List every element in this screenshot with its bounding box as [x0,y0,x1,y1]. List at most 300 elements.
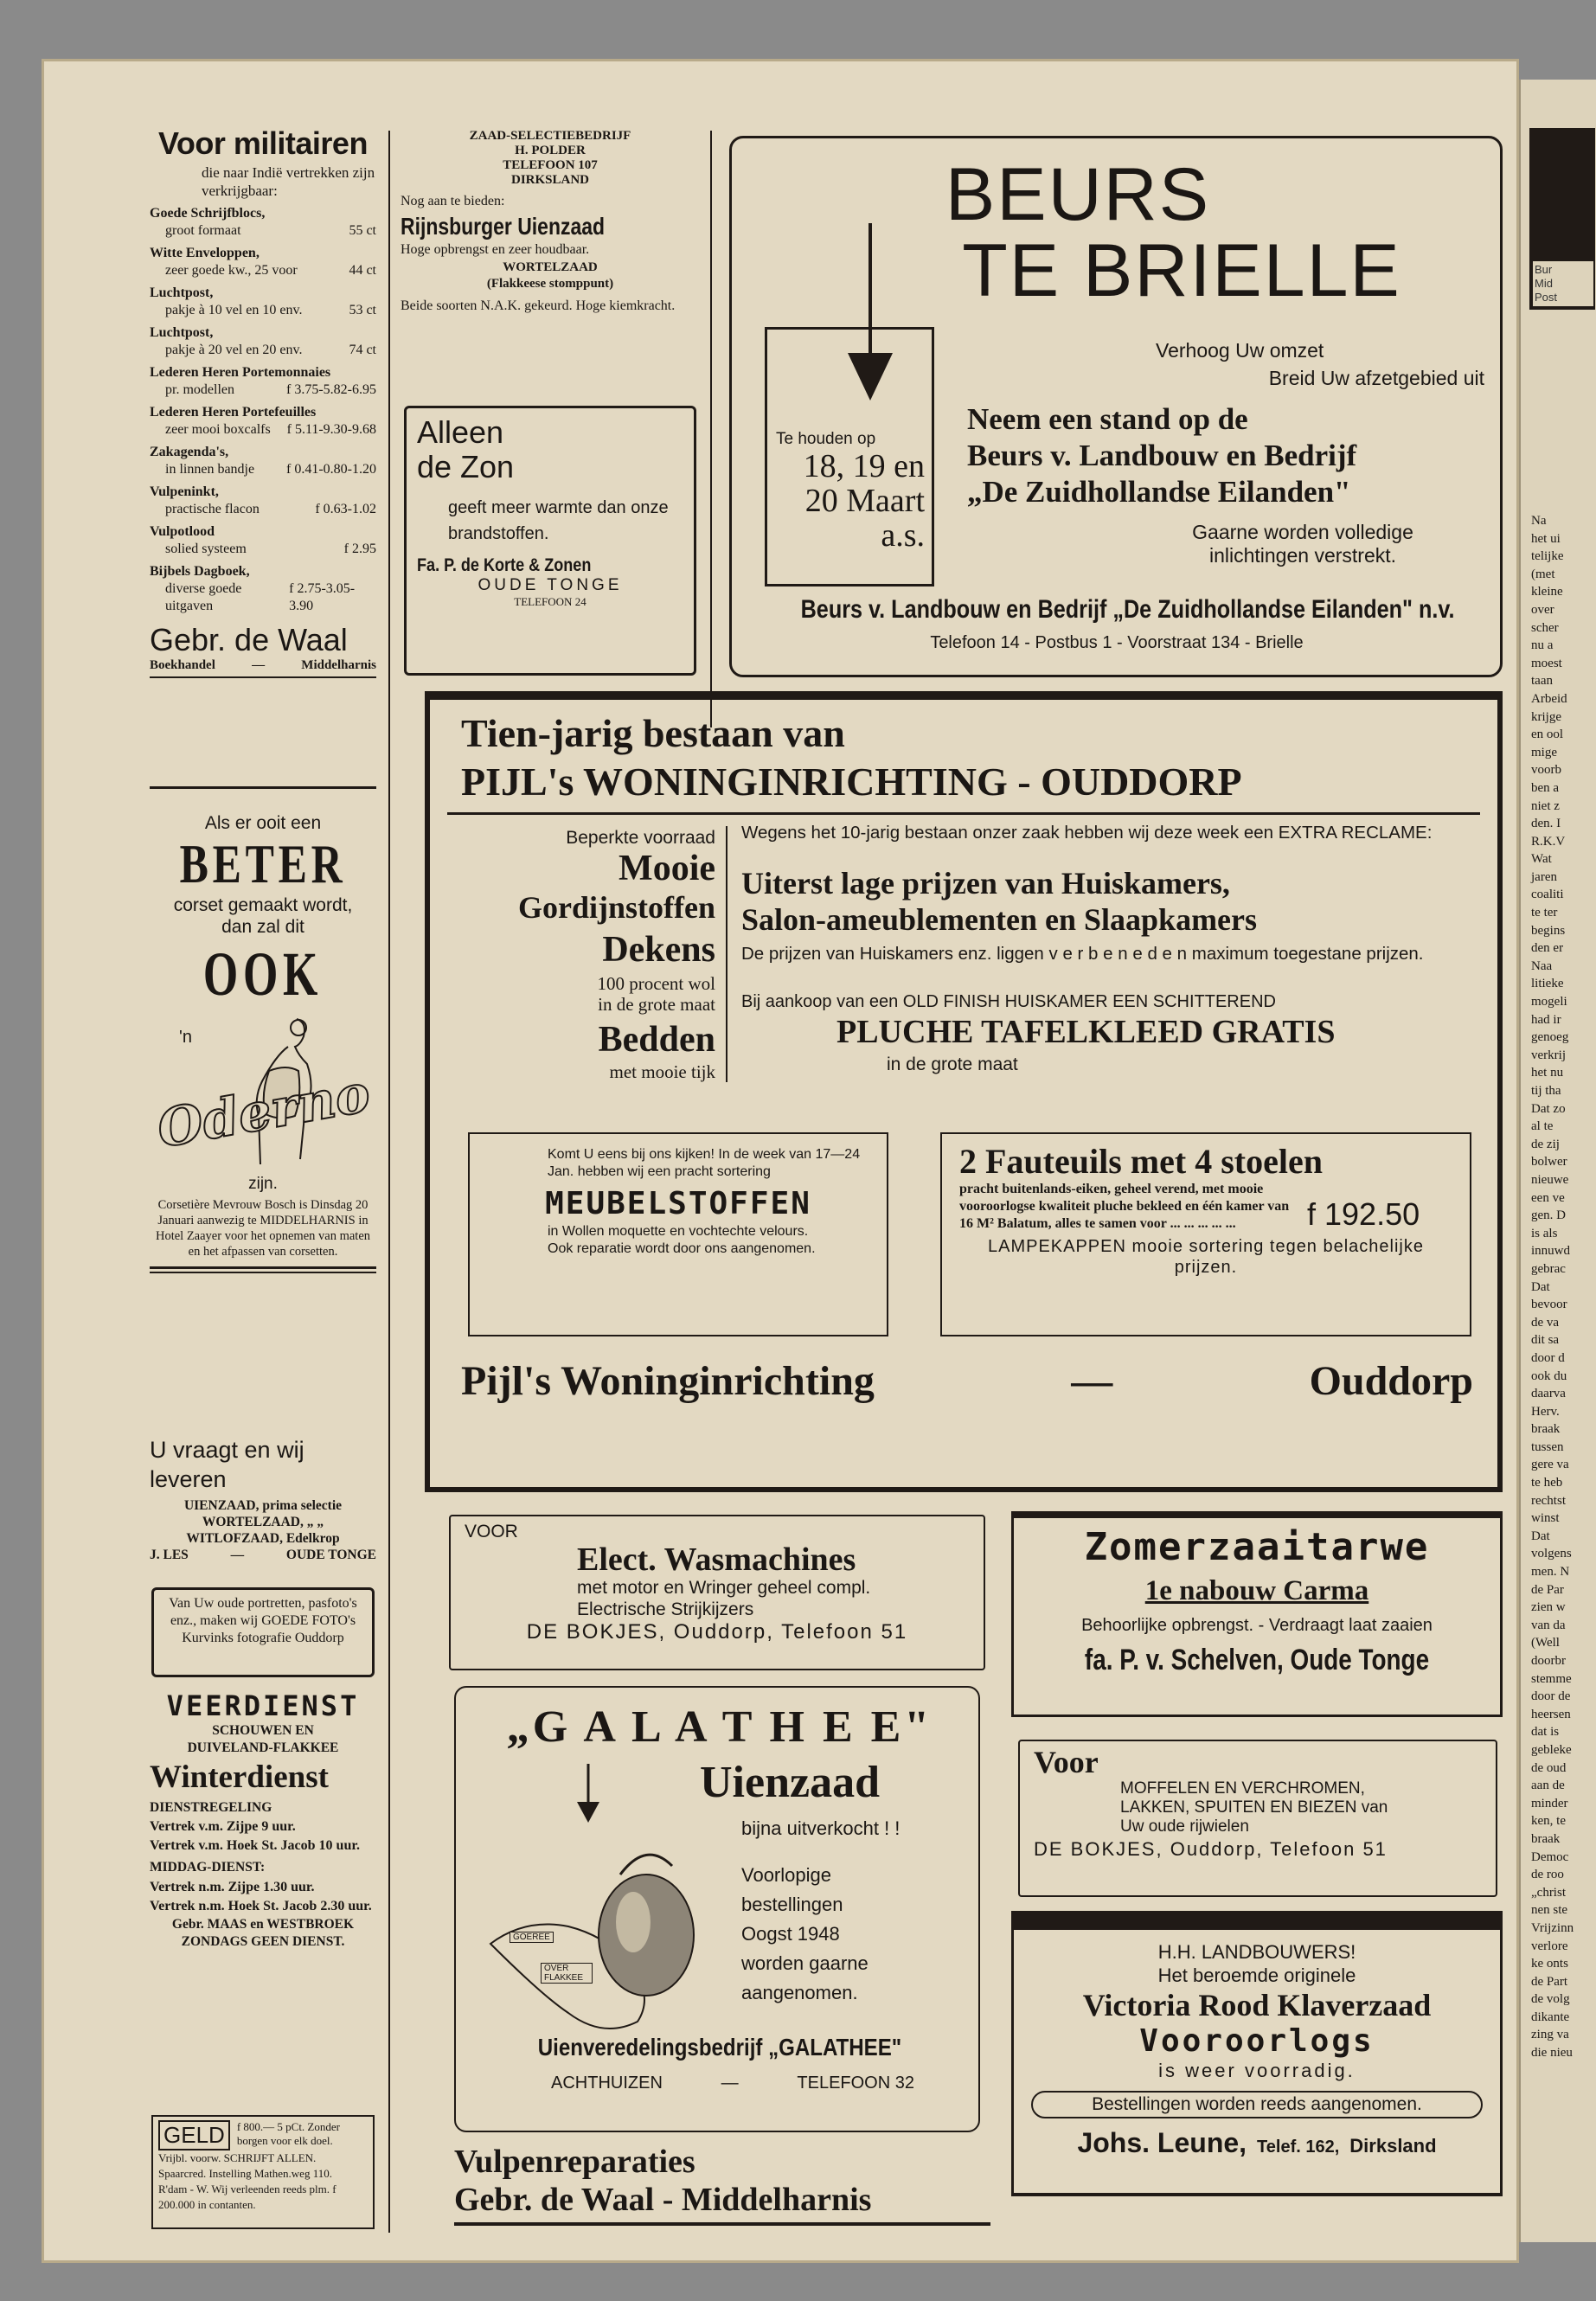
zaad-line3: TELEFOON 107 [503,158,598,172]
zomer-desc: Behoorlijke opbrengst. - Verdraagt laat zaaien [1081,1616,1433,1635]
militairen-item [150,444,376,478]
militairen-item-desc: groot formaat [165,223,241,238]
beurs-held-date2: 20 Maart [804,483,925,519]
militairen-item [150,563,376,615]
corset-line1: Als er ooit een [204,813,322,833]
pijl-footer-dash: — [1071,1358,1113,1404]
klaver-firm: Johs. Leune, [1077,2127,1247,2158]
adjacent-line: stemme [1531,1671,1572,1686]
zaad-line8: (Flakkeese stomppunt) [486,277,614,291]
klaver-tel: Telef. 162, [1257,2138,1340,2157]
corset-ook: OOK [202,939,324,1009]
adjacent-line: dit sa [1531,1333,1560,1348]
wasmachine-voor: VOOR [465,1522,518,1541]
militairen-intro: die naar Indië vertrekken zijn verkrijgbaar: [202,164,375,199]
adjacent-line: innuwd [1531,1244,1570,1259]
pijl-footer [461,1357,1473,1405]
pijl-fauteuils: 2 Fauteuils met 4 stoelen [959,1142,1323,1181]
fotos-text: Van Uw oude portretten, pasfoto's enz., maken wij GOEDE FOTO's Kurvinks fotografie Ouddorp [169,1596,357,1645]
militairen-item-name: Witte Enveloppen, [150,246,260,260]
veerdienst-winter: Winterdienst [150,1759,329,1795]
adjacent-line: coaliti [1531,888,1564,902]
corset-bottom-rule [150,1266,376,1269]
pijl-dekens: Dekens [602,930,715,970]
moffelen-firm: DE BOKJES, Ouddorp, Telefoon 51 [1034,1838,1388,1860]
firm-sub-dash: — [252,658,266,672]
galathee-contact [551,2073,914,2093]
militairen-title: Voor militairen [158,125,368,161]
militairen-item-price: f 2.75-3.05-3.90 [289,581,356,613]
militairen-ad [150,125,376,678]
beurs-info: Gaarne worden volledige inlichtingen verstrekt. [1192,521,1413,567]
adjacent-line: de volg [1531,1992,1570,2007]
adjacent-line: te heb [1531,1476,1563,1490]
adjacent-line: minder [1531,1796,1568,1811]
adjacent-line: de va [1531,1315,1560,1330]
pijl-head2: PIJL's WONINGINRICHTING - OUDDORP [461,760,1242,804]
zaad-ad [401,129,700,314]
adjacent-line: (met [1531,567,1555,581]
militairen-item [150,285,376,319]
corset-line2: corset gemaakt wordt, dan zal dit [173,895,353,937]
adjacent-line: Democ [1531,1849,1569,1864]
uvraagt-line4 [150,1547,376,1563]
militairen-item-price: 74 ct [349,343,376,357]
beurs-stand1: Neem een stand op de [967,402,1248,436]
pijl-maat: in de grote maat [887,1054,1018,1074]
pijl-bedden: Bedden [598,1020,715,1060]
pijl-lampekappen: LAMPEKAPPEN mooie sortering tegen belachelijke prijzen. [987,1237,1425,1277]
militairen-item-price: 44 ct [349,263,376,278]
uvraagt-title: U vraagt en wij leveren [150,1437,304,1492]
militairen-item-name: Luchtpost, [150,285,214,300]
pijl-head1: Tien-jarig bestaan van [461,711,845,755]
adjacent-line: al te [1531,1119,1554,1134]
zaad-line6: Hoge opbrengst en zeer houdbaar. [401,242,590,257]
adjacent-line: Dat [1531,1279,1550,1294]
pijl-meubelstoffen: MEUBELSTOFFEN [545,1186,811,1221]
adjacent-line: taan [1531,674,1553,689]
adjacent-line: het nu [1531,1066,1564,1080]
pijl-meubel-box [468,1132,888,1336]
galathee-firm: Uienveredelingsbedrijf „GALATHEE" [537,2034,902,2061]
adjacent-line: „christ [1531,1885,1566,1900]
militairen-item [150,324,376,359]
veerdienst-note: Gebr. MAAS en WESTBROEK ZONDAGS GEEN DIENST. [171,1917,355,1949]
pijl-fauteuil-desc: pracht buitenlands-eiken, geheel verend, met mooie vooroorlogse kwaliteit pluche bekleed en één kamer van 16 M² Balatum, alles te samen voor ... ... ... ... ... [959,1182,1290,1231]
adjacent-line: tij tha [1531,1084,1561,1098]
zon-body: geeft meer warmte dan onze brandstoffen. [448,498,669,543]
adjacent-line: de zij [1531,1137,1560,1151]
militairen-item-name: Zakagenda's, [150,445,229,459]
adjacent-line: Dat [1531,1529,1550,1543]
pijl-ad [425,691,1503,1492]
uvraagt-line3: WITLOFZAAD, Edelkrop [186,1531,340,1546]
veerdienst-r3: Vertrek n.m. Zijpe 1.30 uur. [150,1880,315,1894]
veerdienst-midday: MIDDAG-DIENST: [150,1860,266,1875]
galathee-uienzaad: Uienzaad [700,1758,880,1807]
pijl-footer-left: Pijl's Woninginrichting [461,1358,875,1404]
geld-ad [151,2115,375,2229]
adjacent-line: mige [1531,745,1557,760]
zon-tel: TELEFOON 24 [514,595,586,608]
uvraagt-ad [150,1435,376,1563]
corset-body: Corsetière Mevrouw Bosch is Dinsdag 20 Januari aanwezig te MIDDELHARNIS in Hotel Zaayer voor het opnemen van maten en het afpassen van corsetten. [155,1198,370,1259]
beurs-stand3: „De Zuidhollandse Eilanden" [967,475,1351,509]
beurs-stand2: Beurs v. Landbouw en Bedrijf [967,439,1357,472]
zomer-sub: 1e nabouw Carma [1144,1575,1369,1606]
adjacent-line: Herv. [1531,1404,1560,1419]
militairen-item-price: f 3.75-5.82-6.95 [286,382,376,397]
militairen-item-line [150,421,376,439]
militairen-item-price: f 2.95 [343,542,376,556]
adjacent-line: het ui [1531,531,1561,546]
uvraagt-line2: WORTELZAAD, „ „ [202,1515,324,1529]
militairen-item [150,364,376,399]
corset-top-rule [150,786,376,789]
militairen-item-price: 53 ct [349,303,376,317]
militairen-item-price: f 5.11-9.30-9.68 [286,422,376,437]
beurs-held-date3: a.s. [881,517,925,554]
pijl-wol1: 100 procent wol [597,973,715,994]
zomer-ad [1011,1511,1503,1717]
adjacent-line: rechtst [1531,1493,1566,1508]
adjacent-line: Na [1531,514,1547,528]
corset-ad [150,786,376,1273]
adjacent-line: bevoor [1531,1298,1567,1312]
firm-sub-right: Middelharnis [301,658,376,672]
zaad-line2: H. POLDER [515,144,586,157]
beurs-title2: TE BRIELLE [962,229,1401,312]
militairen-firm: Gebr. de Waal [150,622,348,657]
adjacent-line: gere va [1531,1458,1569,1472]
militairen-item-line [150,262,376,279]
militairen-item-line [150,342,376,359]
moffelen-line1: MOFFELEN EN VERCHROMEN, [1120,1779,1365,1798]
militairen-item-name: Luchtpost, [150,325,214,340]
corset-illustration-area [150,1010,376,1175]
adjacent-line: zien w [1531,1600,1566,1615]
zon-ad [404,406,696,676]
militairen-item-line [150,302,376,319]
klaver-sub: Vooroorlogs [1139,2023,1375,2059]
geld-line4: R'dam - W. Wij verleenden reeds plm. f 200.000 in contanten. [158,2182,337,2211]
adjacent-line: van da [1531,1618,1566,1632]
wasmachine-ad [449,1515,985,1670]
militairen-item-name: Vulpotlood [150,524,215,539]
zomer-title: Zomerzaaitarwe [1084,1525,1430,1569]
militairen-item-desc: pakje à 20 vel en 20 env. [165,343,303,357]
corset-zijn: zijn. [248,1175,278,1193]
arrow-down-icon [575,1764,601,1824]
adjacent-line: winst [1531,1511,1560,1526]
adjacent-column-text [1531,512,1596,2062]
zaad-line7: WORTELZAAD [503,260,598,274]
adjacent-line: dikante [1531,2009,1570,2024]
pijl-lage2: Salon-ameublementen en Slaapkamers [741,902,1258,937]
militairen-item-desc: zeer mooi boxcalfs [165,422,271,437]
militairen-item-desc: pr. modellen [165,382,234,397]
adjacent-line: volgens [1531,1547,1572,1561]
galathee-bijna: bijna uitverkocht ! ! [741,1817,901,1839]
firm-sub-left: Boekhandel [150,658,215,672]
militairen-item-desc: zeer goede kw., 25 voor [165,263,298,278]
veerdienst-regeling: DIENSTREGELING [150,1800,272,1815]
uvraagt-name: J. LES [150,1548,189,1562]
beurs-held-label: Te houden op [776,430,876,448]
adjacent-line: jaren [1531,869,1557,884]
militairen-item-name: Bijbels Dagboek, [150,564,250,579]
adjacent-line: mogeli [1531,995,1567,1009]
column-rule [388,131,390,2233]
veerdienst-r4: Vertrek n.m. Hoek St. Jacob 2.30 uur. [150,1899,372,1913]
adjacent-line: zing va [1531,2028,1569,2042]
militairen-item-name: Lederen Heren Portemonnaies [150,365,331,380]
pijl-gordijn: Gordijnstoffen [518,890,715,925]
corset-bottom-rule-2 [150,1272,376,1273]
corset-n: 'n [179,1028,192,1047]
klaver-bestellingen: Bestellingen worden reeds aangenomen. [1031,2091,1483,2118]
militairen-list [150,205,376,615]
pijl-rule [447,812,1480,815]
geld-line3: Spaarcred. Instelling Mathen.weg 110. [158,2167,332,2180]
veerdienst-r1: Vertrek v.m. Zijpe 9 uur. [150,1819,296,1834]
corset-brand: Oderno [152,1063,375,1160]
pijl-fauteuil-price: f 192.50 [1307,1196,1420,1232]
adjacent-box-text: Bur Mid Post [1533,261,1593,306]
adjacent-line: ken, te [1531,1814,1566,1829]
geld-word: GELD [158,2120,230,2150]
pijl-prijzen: De prijzen van Huiskamers enz. liggen v e r b e n e d e n maximum toegestane prijzen. [741,944,1424,964]
militairen-item [150,523,376,558]
pijl-mooie: Mooie [619,849,715,888]
militairen-item-desc: in linnen bandje [165,462,255,477]
pijl-aankoop: Bij aankoop van een OLD FINISH HUISKAMER EEN SCHITTEREND [741,992,1276,1011]
beurs-held-date1: 18, 19 en [803,448,925,484]
beurs-slogan1: Verhoog Uw omzet [1156,339,1324,362]
adjacent-line: daarva [1531,1387,1566,1401]
klaver-line2: Het beroemde originele [1157,1965,1356,1986]
militairen-item-price: f 0.41-0.80-1.20 [286,462,376,477]
uvraagt-line1: UIENZAAD, prima selectie [183,1498,343,1513]
adjacent-line: gebrac [1531,1261,1566,1276]
militairen-item-price: 55 ct [349,223,376,238]
adjacent-line: ook du [1531,1368,1567,1383]
adjacent-line: gen. D [1531,1208,1566,1223]
zomer-firm: fa. P. v. Schelven, Oude Tonge [1084,1644,1430,1676]
militairen-item [150,245,376,279]
adjacent-line: Arbeid [1531,691,1567,706]
adjacent-page [1519,80,1596,2242]
beurs-ad [729,136,1503,677]
galathee-map-label2: OVER FLAKKEE [541,1963,593,1984]
zaad-line5: Nog aan te bieden: [401,194,505,208]
zon-place: OUDE TONGE [478,576,623,594]
adjacent-line: Wat [1531,852,1552,867]
adjacent-line: den. I [1531,817,1561,831]
beurs-footer: Beurs v. Landbouw en Bedrijf „De Zuidhollandse Eilanden" n.v. [800,595,1455,624]
militairen-item-price: f 0.63-1.02 [315,502,376,516]
vulpen-rule [454,2222,990,2226]
militairen-item-line [150,501,376,518]
vulpen-ad [454,2143,990,2226]
pijl-tijk: met mooie tijk [609,1061,715,1082]
klaver-place: Dirksland [1349,2135,1437,2157]
militairen-item-line [150,381,376,399]
klaver-weer: is weer voorradig. [1158,2060,1356,2081]
adjacent-line: de Part [1531,1974,1568,1989]
zaad-line4: DIRKSLAND [510,173,589,187]
beurs-slogan2: Breid Uw afzetgebied uit [1268,367,1484,389]
adjacent-line: telijke [1531,549,1564,564]
adjacent-line: voorb [1531,763,1561,778]
militairen-item-desc: practische flacon [165,502,260,516]
zaad-line1: ZAAD-SELECTIEBEDRIJF [469,129,631,143]
moffelen-line3: Uw oude rijwielen [1120,1817,1249,1836]
galathee-place: ACHTHUIZEN [551,2073,663,2093]
galathee-voorlopige: Voorlopige bestellingen Oogst 1948 worden gaarne aangenomen. [741,1864,869,2003]
adjacent-line: aan de [1531,1779,1565,1793]
adjacent-line: heersen [1531,1707,1571,1721]
veerdienst-ad [150,1689,376,1951]
adjacent-line: nen ste [1531,1903,1568,1918]
adjacent-line: den er [1531,941,1564,956]
pijl-beperkt: Beperkte voorraad [566,828,715,848]
adjacent-line: doorbr [1531,1654,1566,1668]
beurs-date-box [765,327,934,586]
veerdienst-r2: Vertrek v.m. Hoek St. Jacob 10 uur. [150,1838,360,1853]
uvraagt-dash: — [230,1548,245,1562]
klaver-title: Victoria Rood Klaverzaad [1082,1988,1432,2022]
geld-line2: Vrijbl. voorw. SCHRIJFT ALLEN. [158,2151,317,2164]
adjacent-line: gebleke [1531,1742,1572,1757]
veerdienst-sub2: DUIVELAND-FLAKKEE [187,1740,339,1755]
adjacent-line: die nieu [1531,2046,1573,2061]
zaad-head: Rijnsburger Uienzaad [401,213,606,240]
adjacent-line: is als [1531,1226,1558,1240]
adjacent-line: R.K.V [1531,834,1566,849]
galathee-title: „G A L A T H E E" [506,1702,933,1752]
vulpen-line2: Gebr. de Waal - Middelharnis [454,2182,872,2218]
pijl-komt: Komt U eens bij ons kijken! In de week van 17—24 Jan. hebben wij een pracht sortering [548,1147,861,1179]
adjacent-line: kleine [1531,585,1563,599]
vulpen-line1: Vulpenreparaties [454,2144,695,2180]
column-rule [710,131,712,727]
adjacent-line: door de [1531,1689,1571,1704]
zon-title1: Alleen [417,414,504,450]
wasmachine-title: Elect. Wasmachines [577,1541,856,1578]
militairen-item-line [150,541,376,558]
adjacent-line: braak [1531,1831,1561,1846]
pijl-intro: Wegens het 10-jarig bestaan onzer zaak hebben wij deze week een EXTRA RECLAME: [741,823,1433,843]
pijl-wollen: in Wollen moquette en vochtechte velours. [548,1224,809,1239]
zon-title2: de Zon [417,449,515,484]
adjacent-line: nieuwe [1531,1172,1569,1187]
militairen-item-name: Vulpeninkt, [150,484,219,499]
militairen-item-desc: pakje à 10 vel en 10 env. [165,303,303,317]
adjacent-line: de oud [1531,1760,1567,1775]
militairen-firm-sub [150,658,376,678]
adjacent-line: braak [1531,1422,1561,1437]
adjacent-line: ke onts [1531,1957,1568,1971]
adjacent-line: over [1531,602,1554,617]
pijl-reparatie: Ook reparatie wordt door ons aangenomen. [548,1241,816,1256]
adjacent-line: dat is [1531,1725,1560,1740]
adjacent-line: Naa [1531,958,1553,973]
adjacent-line: en ool [1531,727,1564,742]
wasmachine-line1: met motor en Wringer geheel compl. [577,1578,871,1598]
fotos-ad [151,1587,375,1677]
moffelen-voor: Voor [1034,1745,1099,1779]
moffelen-line2: LAKKEN, SPUITEN EN BIEZEN van [1120,1798,1388,1817]
militairen-item-desc: diverse goede uitgaven [165,581,242,613]
geld-line1: f 800.— 5 pCt. Zonder borgen voor elk doel. [236,2120,340,2147]
adjacent-line: ben a [1531,780,1560,795]
adjacent-line: een ve [1531,1190,1565,1205]
adjacent-line: niet z [1531,798,1560,813]
militairen-item-desc: solied systeem [165,542,247,556]
pijl-footer-right: Ouddorp [1309,1358,1473,1404]
adjacent-line: door d [1531,1350,1565,1365]
adjacent-line: genoeg [1531,1030,1569,1045]
adjacent-line: moest [1531,656,1562,670]
corset-beter: BETER [179,833,347,894]
pijl-pluche: PLUCHE TAFELKLEED GRATIS [836,1014,1336,1050]
adjacent-line: verkrij [1531,1048,1566,1062]
galathee-map-label1: GOEREE [510,1932,554,1943]
adjacent-line: nu a [1531,638,1554,653]
militairen-item-line [150,222,376,240]
militairen-item-name: Lederen Heren Portefeuilles [150,405,317,420]
wasmachine-firm: DE BOKJES, Ouddorp, Telefoon 51 [526,1620,908,1644]
adjacent-line: begins [1531,923,1566,938]
militairen-item-line [150,461,376,478]
moffelen-ad [1018,1740,1497,1897]
newspaper-page [42,59,1519,2263]
militairen-item-name: Goede Schrijfblocs, [150,206,266,221]
pijl-fauteuil-box [940,1132,1471,1336]
galathee-tel: TELEFOON 32 [797,2073,914,2093]
adjacent-line: de Par [1531,1582,1564,1597]
adjacent-line: te ter [1531,906,1558,920]
zon-firm: Fa. P. de Korte & Zonen [417,555,592,575]
pijl-lage1: Uiterst lage prijzen van Huiskamers, [741,866,1230,901]
adjacent-line: tussen [1531,1439,1564,1454]
adjacent-line: Vrijzinn [1531,1920,1574,1935]
pijl-wol2: in de grote maat [598,994,715,1015]
wasmachine-line2: Electrische Strijkijzers [577,1599,754,1619]
adjacent-line: scher [1531,620,1559,635]
adjacent-line: de roo [1531,1868,1564,1882]
adjacent-line: krijge [1531,709,1561,724]
galathee-ad [454,1686,980,2132]
adjacent-line: men. N [1531,1565,1570,1580]
zaad-line9: Beide soorten N.A.K. gekeurd. Hoge kiemkracht. [401,298,676,313]
militairen-item [150,404,376,439]
veerdienst-sub1: SCHOUWEN EN [212,1723,314,1738]
adjacent-line: verlore [1531,1939,1568,1953]
beurs-title1: BEURS [945,153,1211,236]
adjacent-line: had ir [1531,1012,1561,1027]
adjacent-line: (Well [1531,1636,1560,1650]
klaver-ad [1011,1911,1503,2196]
militairen-item [150,205,376,240]
veerdienst-title: VEERDIENST [166,1689,360,1722]
adjacent-line: bolwer [1531,1155,1567,1170]
adjacent-line: Dat zo [1531,1101,1566,1116]
klaver-firm-line [1021,2127,1493,2159]
klaver-line1: H.H. LANDBOUWERS! [1157,1941,1356,1963]
